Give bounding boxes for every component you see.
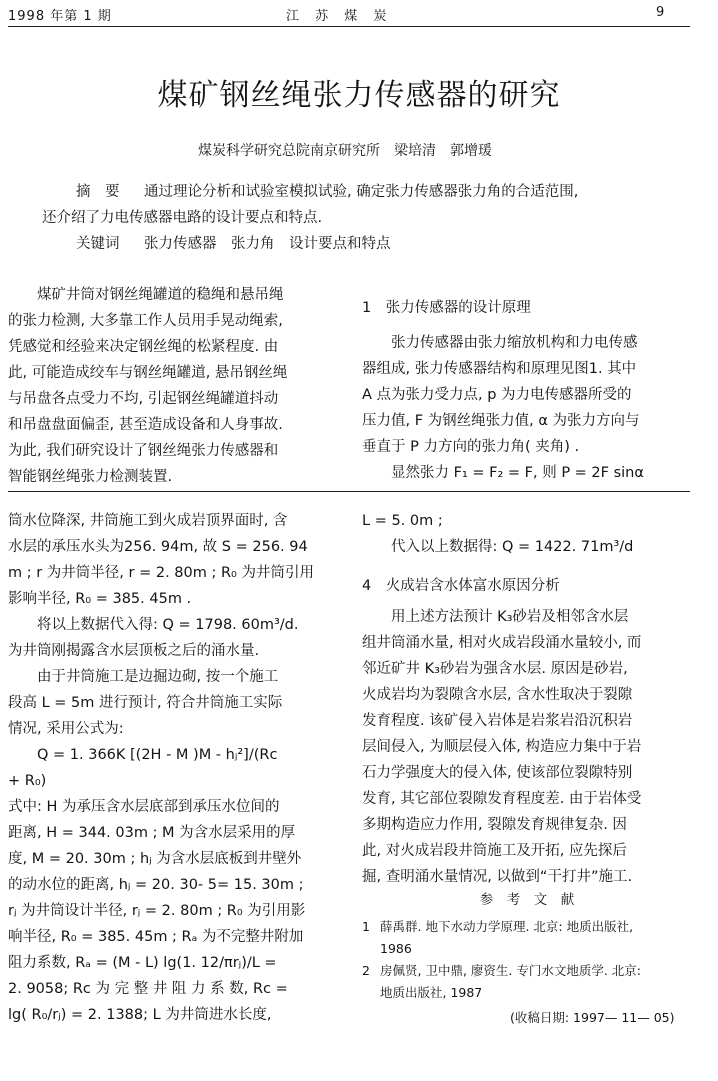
section-4-line: 此, 对火成岩段井筒施工及开拓, 应先探后 <box>362 843 627 859</box>
intro-line: 与吊盘各点受力不均, 引起钢丝绳罐道抖动 <box>8 391 279 407</box>
body-line: 水层的承压水头为256. 94m, 故 S = 256. 94 <box>8 539 308 555</box>
reference-text: 地质出版社, 1987 <box>380 985 483 1000</box>
section-4-line: 发育程度. 该矿侵入岩体是岩浆岩沿沉积岩 <box>362 713 633 729</box>
section-1-line: 张力传感器由张力缩放机构和力电传感 <box>391 335 638 351</box>
abstract-label: 摘 要 <box>76 184 120 200</box>
reference-item <box>362 960 692 1004</box>
section-4-line: 石力学强度大的侵入体, 使该部位裂隙特别 <box>362 765 633 781</box>
keywords-text: 张力传感器 张力角 设计要点和特点 <box>144 236 391 252</box>
formula-line: + R₀) <box>8 773 47 789</box>
body-line: rⱼ 为井筒设计半径, rⱼ = 2. 80m ; R₀ 为引用影 <box>8 903 306 919</box>
body-line: 的动水位的距离, hⱼ = 20. 30- 5= 15. 30m ; <box>8 877 304 893</box>
intro-column <box>8 282 342 490</box>
intro-line: 煤矿井筒对钢丝绳罐道的稳绳和悬吊绳 <box>37 287 284 303</box>
formula-line: L = 5. 0m ; <box>362 513 443 529</box>
intro-line: 凭感觉和经验来决定钢丝绳的松紧程度. 由 <box>8 339 279 355</box>
section-4-title: 4 火成岩含水体富水原因分析 <box>362 578 560 594</box>
lower-left-column <box>8 508 342 1028</box>
intro-line: 为此, 我们研究设计了钢丝绳张力传感器和 <box>8 443 279 459</box>
section-1-title: 1 张力传感器的设计原理 <box>362 300 531 316</box>
section-4-line: 发育, 其它部位裂隙发育程度差. 由于岩体受 <box>362 791 642 807</box>
section-4-line: 组井筒涌水量, 相对火成岩段涌水量较小, 而 <box>362 635 642 651</box>
body-line: 将以上数据代入得: Q = 1798. 60m³/d. <box>37 617 299 633</box>
body-line: lg( R₀/rⱼ) = 2. 1388; L 为井筒进水长度, <box>8 1007 272 1023</box>
keywords-label: 关键词 <box>76 236 120 252</box>
abstract-line-1: 通过理论分析和试验室模拟试验, 确定张力传感器张力角的合适范围, <box>144 184 579 200</box>
reference-item <box>362 916 692 960</box>
reference-number: 1 <box>362 919 370 934</box>
section-1-line: A 点为张力受力点, p 为力电传感器所受的 <box>362 387 632 403</box>
body-line: 阻力系数, Rₐ = (M - L) lg(1. 12/πrⱼ)/L = <box>8 955 277 971</box>
abstract-line-2: 还介绍了力电传感器电路的设计要点和特点. <box>42 210 323 226</box>
issue-label: 1998 年第 1 期 <box>8 9 112 24</box>
body-line: 距离, H = 344. 03m ; M 为含水层采用的厚 <box>8 825 296 841</box>
body-line: 段高 L = 5m 进行预计, 符合井筒施工实际 <box>8 695 283 711</box>
body-line: 式中: H 为承压含水层底部到承压水位间的 <box>8 799 280 815</box>
reference-number: 2 <box>362 963 370 978</box>
references-title: 参 考 文 献 <box>479 892 575 908</box>
body-line: 2. 9058; Rc 为 完 整 井 阻 力 系 数, Rc = <box>8 981 288 997</box>
body-line: 为井筒刚揭露含水层顶板之后的涌水量. <box>8 643 260 659</box>
reference-text: 房佩贤, 卫中鼎, 廖资生. 专门水文地质学. 北京: <box>380 963 641 978</box>
intro-line: 智能钢丝绳张力检测装置. <box>8 469 173 485</box>
formula-line: Q = 1. 366K [(2H - M )M - hⱼ²]/(Rc <box>37 747 278 763</box>
section-1-line: 压力值, F 为钢丝绳张力值, α 为张力方向与 <box>362 413 640 429</box>
received-date: (收稿日期: 1997— 11— 05) <box>510 1010 675 1025</box>
body-line: 度, M = 20. 30m ; hⱼ 为含水层底板到井壁外 <box>8 851 302 867</box>
body-line: 响半径, R₀ = 385. 45m ; Rₐ 为不完整井附加 <box>8 929 304 945</box>
reference-list <box>362 916 692 1004</box>
intro-line: 此, 可能造成绞车与钢丝绳罐道, 悬吊钢丝绳 <box>8 365 288 381</box>
reference-text: 薛禹群. 地下水动力学原理. 北京: 地质出版社, <box>380 919 634 934</box>
intro-line: 和吊盘盘面偏歪, 甚至造成设备和人身事故. <box>8 417 283 433</box>
authors-line: 煤炭科学研究总院南京研究所 梁培清 郭增瑗 <box>198 143 492 159</box>
section-1-line: 垂直于 P 力方向的张力角( 夹角) . <box>362 439 580 455</box>
body-line: 情况, 采用公式为: <box>8 721 124 737</box>
lower-right-column <box>362 508 692 560</box>
page-number: 9 <box>656 5 666 20</box>
formula-line: 代入以上数据得: Q = 1422. 71m³/d <box>391 539 634 555</box>
intro-line: 的张力检测, 大多靠工作人员用手晃动绳索, <box>8 313 283 329</box>
body-line: 筒水位降深, 井筒施工到火成岩顶界面时, 含 <box>8 513 288 529</box>
section-4-body <box>362 604 692 890</box>
section-4-line: 用上述方法预计 K₃砂岩及相邻含水层 <box>391 609 629 625</box>
body-line: 由于井筒施工是边掘边砌, 按一个施工 <box>37 669 279 685</box>
section-4-line: 邻近矿井 K₃砂岩为强含水层. 原因是砂岩, <box>362 661 628 677</box>
body-line: m ; r 为井筒半径, r = 2. 80m ; R₀ 为井筒引用 <box>8 565 314 581</box>
section-1-body <box>362 330 692 486</box>
section-4-line: 多期构造应力作用, 裂隙发育规律复杂. 因 <box>362 817 627 833</box>
section-1-line: 器组成, 张力传感器结构和原理见图1. 其中 <box>362 361 637 377</box>
body-line: 影响半径, R₀ = 385. 45m . <box>8 591 192 607</box>
section-1-line: 显然张力 F₁ = F₂ = F, 则 P = 2F sinα <box>391 465 644 481</box>
section-4-line: 层间侵入, 为顺层侵入体, 构造应力集中于岩 <box>362 739 642 755</box>
section-divider <box>8 491 690 492</box>
section-4-line: 火成岩均为裂隙含水层, 含水性取决于裂隙 <box>362 687 633 703</box>
section-4-line: 掘, 查明涌水量情况, 以做到“干打井”施工. <box>362 869 633 885</box>
journal-name: 江 苏 煤 炭 <box>286 9 393 24</box>
article-title: 煤矿钢丝绳张力传感器的研究 <box>157 78 561 113</box>
reference-text: 1986 <box>380 941 412 956</box>
header-rule <box>8 26 690 27</box>
